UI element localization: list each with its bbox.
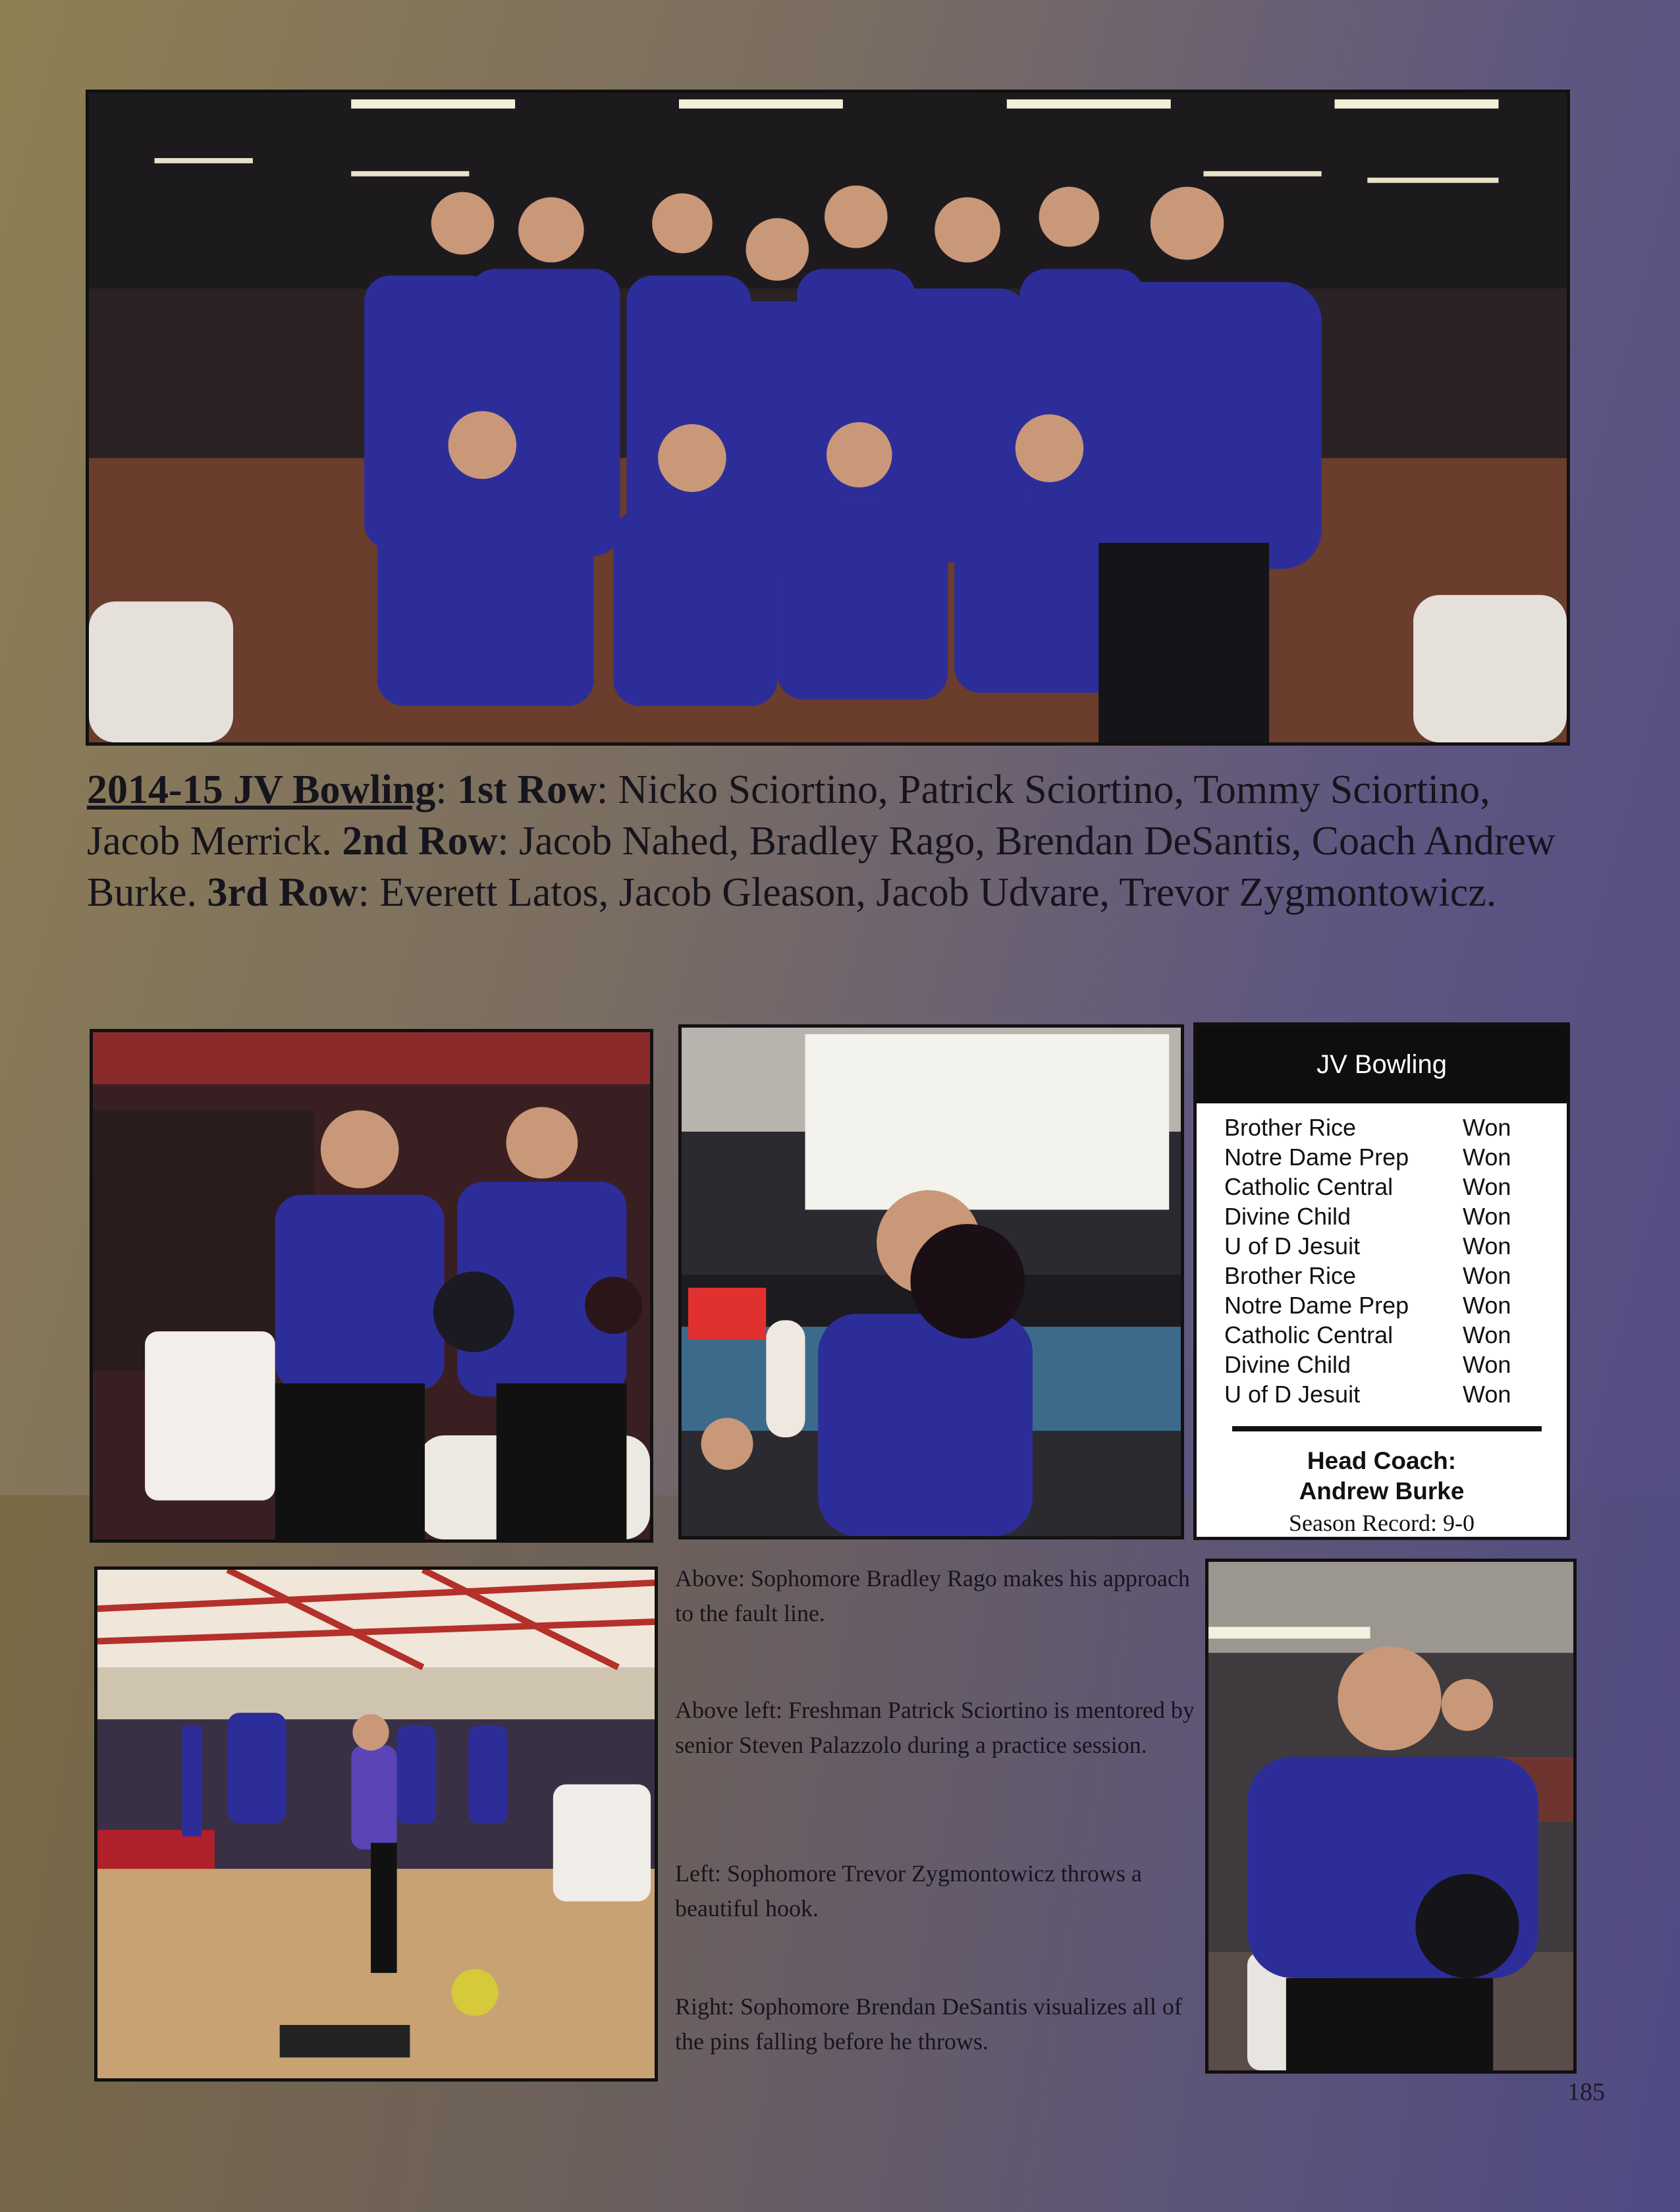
opponent: Catholic Central — [1224, 1321, 1394, 1348]
team-photo-caption — [87, 764, 1562, 918]
opponent: Divine Child — [1224, 1203, 1351, 1230]
page-number: 185 — [1567, 2078, 1605, 2106]
opponent: U of D Jesuit — [1224, 1232, 1361, 1259]
result: Won — [1463, 1381, 1511, 1408]
result: Won — [1463, 1144, 1511, 1171]
mentoring-photo — [90, 1029, 653, 1543]
result: Won — [1463, 1292, 1511, 1319]
opponent: Brother Rice — [1224, 1262, 1357, 1289]
caption-right: Right: Sophomore Brendan DeSantis visualizes all of the pins falling before he throws. — [675, 1993, 1182, 2055]
caption-above-left: Above left: Freshman Patrick Sciortino is mentored by senior Steven Palazzolo during a practice session. — [675, 1697, 1195, 1758]
record-row — [1224, 1350, 1567, 1379]
caption-row1-names: : Nicko Sciortino, Patrick Sciortino, Tommy Sciortino, Jacob Merrick. — [87, 767, 1490, 864]
caption-left: Left: Sophomore Trevor Zygmontowicz throws a beautiful hook. — [675, 1860, 1142, 1922]
result: Won — [1463, 1173, 1511, 1200]
record-title: JV Bowling — [1197, 1026, 1567, 1103]
season-record: Season Record: 9-0 — [1289, 1510, 1475, 1536]
result: Won — [1463, 1232, 1511, 1259]
opponent: Brother Rice — [1224, 1114, 1357, 1141]
caption-above: Above: Sophomore Bradley Rago makes his approach to the fault line. — [675, 1565, 1190, 1626]
record-row — [1224, 1379, 1567, 1409]
opponent: U of D Jesuit — [1224, 1381, 1361, 1408]
result: Won — [1463, 1114, 1511, 1141]
team-photo — [86, 90, 1570, 746]
result: Won — [1463, 1203, 1511, 1230]
result: Won — [1463, 1321, 1511, 1348]
trevor-zygmontowicz-photo — [94, 1566, 658, 2082]
record-list — [1197, 1103, 1567, 1409]
caption-title: 2014-15 JV Bowling — [87, 767, 436, 812]
record-row — [1224, 1202, 1567, 1231]
caption-separator: : — [435, 767, 458, 812]
opponent: Notre Dame Prep — [1224, 1144, 1409, 1171]
record-divider — [1232, 1426, 1542, 1431]
brendan-desantis-photo — [1205, 1559, 1577, 2074]
head-coach-label: Head Coach: — [1307, 1447, 1457, 1474]
caption-row1-label: 1st Row — [457, 767, 597, 812]
opponent: Divine Child — [1224, 1351, 1351, 1378]
season-record-box — [1193, 1022, 1570, 1540]
result: Won — [1463, 1351, 1511, 1378]
result: Won — [1463, 1262, 1511, 1289]
bradley-rago-photo — [678, 1024, 1184, 1539]
record-row — [1224, 1320, 1567, 1350]
caption-row3-names: : Everett Latos, Jacob Gleason, Jacob Udvare, Trevor Zygmontowicz. — [358, 870, 1497, 915]
record-row — [1224, 1172, 1567, 1202]
opponent: Notre Dame Prep — [1224, 1292, 1409, 1319]
record-row — [1224, 1231, 1567, 1261]
caption-row2-names: : Jacob Nahed, Bradley Rago, Brendan DeSantis, Coach Andrew Burke. — [87, 819, 1556, 915]
caption-row2-label: 2nd Row — [342, 819, 498, 864]
caption-row3-label: 3rd Row — [207, 870, 358, 915]
record-row — [1224, 1261, 1567, 1290]
opponent: Catholic Central — [1224, 1173, 1394, 1200]
head-coach-name: Andrew Burke — [1299, 1478, 1465, 1505]
record-row — [1224, 1113, 1567, 1142]
record-row — [1224, 1142, 1567, 1172]
record-row — [1224, 1290, 1567, 1320]
